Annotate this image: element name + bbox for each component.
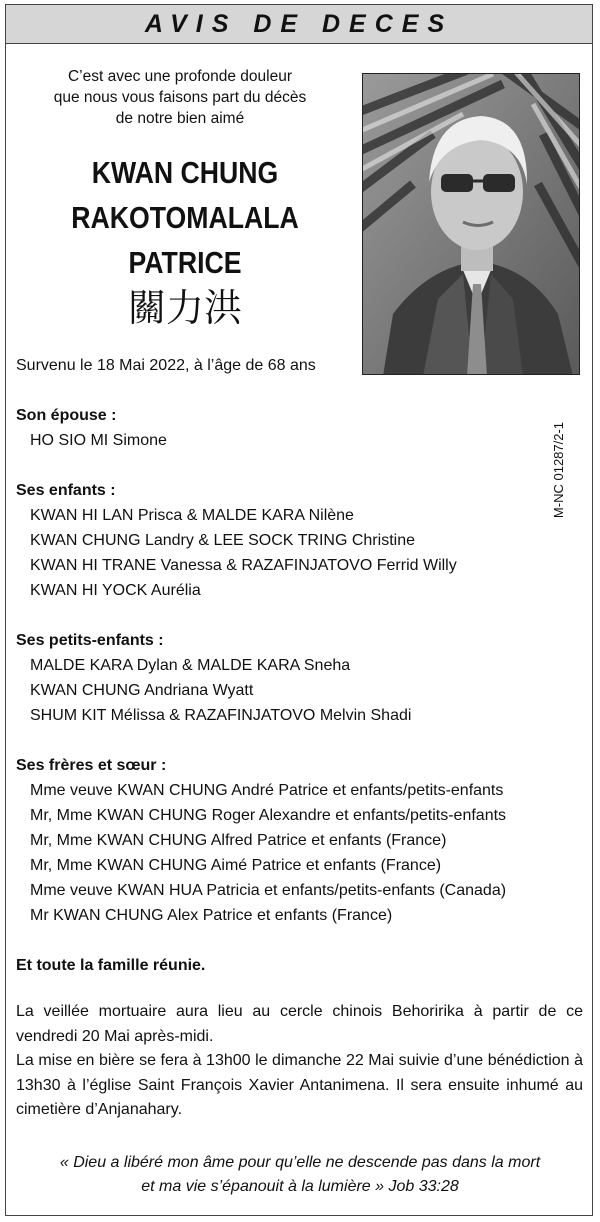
intro-line: C’est avec une profonde douleur <box>67 68 293 85</box>
famille-line: Et toute la famille réunie. <box>16 957 206 974</box>
reference-code: M-NC 01287/2-1 <box>551 421 566 519</box>
intro-text <box>50 66 310 129</box>
list-item: KWAN HI LAN Prisca & MALDE KARA Nilène <box>30 507 354 524</box>
chinese-name: 關力洪 <box>127 286 242 330</box>
list-item: Mr, Mme KWAN CHUNG Roger Alexandre et enfants/petits-enfants <box>30 807 507 824</box>
portrait-illustration <box>363 74 580 375</box>
quote-line: et ma vie s’épanouit à la lumière » Job 33:28 <box>141 1178 459 1195</box>
list-item: KWAN CHUNG Landry & LEE SOCK TRING Christine <box>30 532 415 549</box>
list-item: MALDE KARA Dylan & MALDE KARA Sneha <box>30 657 351 674</box>
name-line: PATRICE <box>128 245 242 280</box>
portrait-photo <box>362 73 580 375</box>
veillee-paragraph: La veillée mortuaire aura lieu au cercle chinois Behoririka à partir de ce vendredi 20 Mai après-midi. <box>16 1003 583 1045</box>
name-line: KWAN CHUNG <box>91 155 279 190</box>
intro-line: que nous vous faisons part du décès <box>53 89 307 106</box>
quote-line: « Dieu a libéré mon âme pour qu’elle ne descende pas dans la mort <box>59 1154 541 1171</box>
mise-en-biere-paragraph: La mise en bière se fera à 13h00 le dimanche 22 Mai suivie d’une bénédiction à 13h30 à l’église Saint François Xavier Antanimena. Il sera ensuite inhumé au cimetière d’Anjanahary. <box>16 1052 583 1118</box>
list-item: Mr KWAN CHUNG Alex Patrice et enfants (France) <box>30 907 393 924</box>
name-line: RAKOTOMALALA <box>71 200 299 235</box>
list-item: Mme veuve KWAN CHUNG André Patrice et enfants/petits-enfants <box>30 782 504 799</box>
section-heading: Ses enfants : <box>16 482 116 499</box>
section-heading: Ses frères et sœur : <box>16 757 167 774</box>
list-item: KWAN CHUNG Andriana Wyatt <box>30 682 254 699</box>
list-item: KWAN HI YOCK Aurélia <box>30 582 201 599</box>
deceased-name <box>60 150 309 285</box>
list-item: Mr, Mme KWAN CHUNG Alfred Patrice et enfants (France) <box>30 832 447 849</box>
section-heading: Ses petits-enfants : <box>16 632 164 649</box>
bible-quote <box>20 1151 580 1199</box>
header-bar <box>6 5 592 44</box>
survenu-line: Survenu le 18 Mai 2022, à l’âge de 68 ans <box>16 357 316 374</box>
section-heading: Son épouse : <box>16 407 117 424</box>
list-item: HO SIO MI Simone <box>30 432 167 449</box>
intro-line: de notre bien aimé <box>115 110 245 127</box>
list-item: KWAN HI TRANE Vanessa & RAZAFINJATOVO Ferrid Willy <box>30 557 457 574</box>
list-item: Mr, Mme KWAN CHUNG Aimé Patrice et enfants (France) <box>30 857 442 874</box>
notice-title: AVIS DE DECES <box>144 9 454 38</box>
list-item: SHUM KIT Mélissa & RAZAFINJATOVO Melvin Shadi <box>30 707 412 724</box>
list-item: Mme veuve KWAN HUA Patricia et enfants/petits-enfants (Canada) <box>30 882 507 899</box>
